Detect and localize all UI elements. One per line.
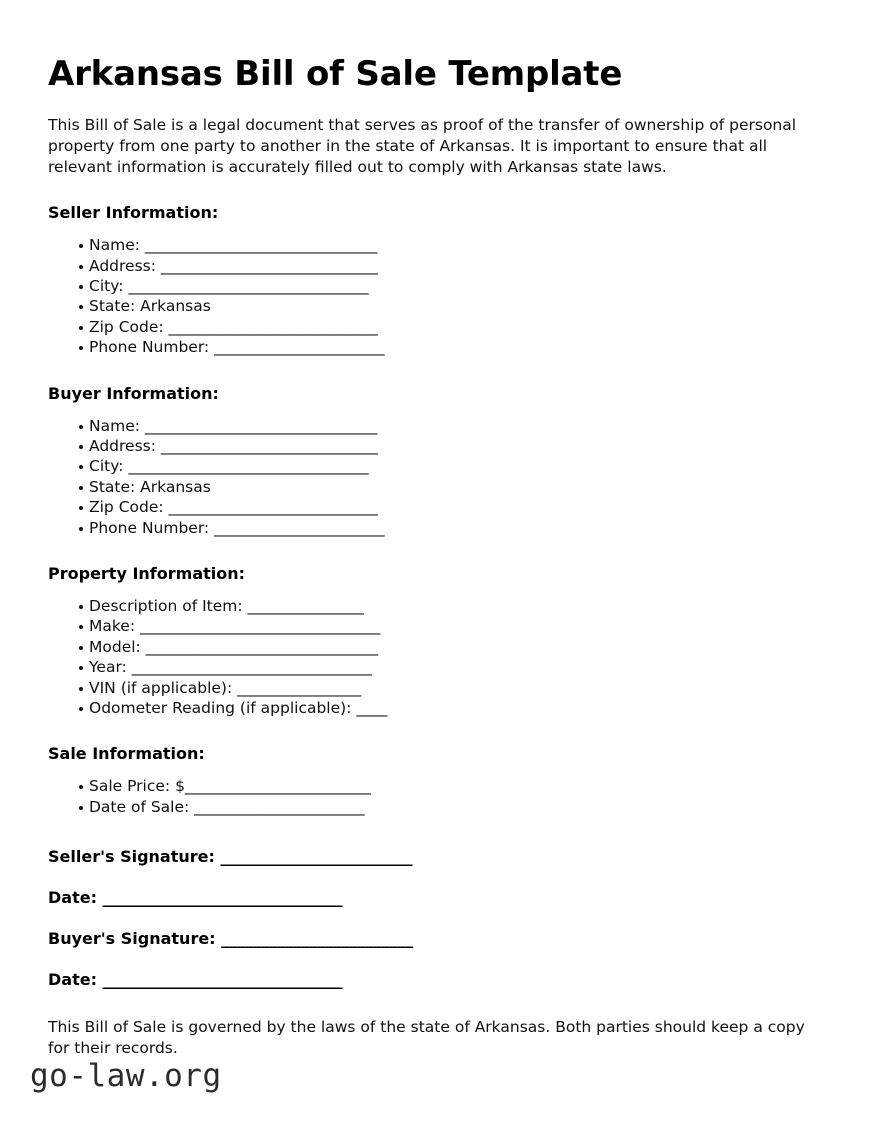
list-item: Make: _______________________________ — [48, 616, 811, 636]
list-item: Description of Item: _______________ — [48, 596, 811, 616]
intro-paragraph: This Bill of Sale is a legal document that serves as proof of the transfer of ownership of personal property from one party to another in the state of Arkansas. It is important to ensure that all relevant information is accurately filled out to comply with Arkansas state laws. — [48, 116, 797, 176]
list-item: Model: ______________________________ — [48, 637, 811, 657]
list-item: City: _______________________________ — [48, 276, 811, 296]
list-item: Year: _______________________________ — [48, 657, 811, 677]
section-heading-buyer: Buyer Information: — [48, 383, 219, 403]
list-item: Date of Sale: ______________________ — [48, 797, 811, 817]
page-title: Arkansas Bill of Sale Template — [48, 54, 623, 94]
section-heading-property: Property Information: — [48, 564, 246, 584]
list-item: VIN (if applicable): ________________ — [48, 678, 811, 698]
seller-signature-line: Seller's Signature: ________________________ — [48, 847, 413, 867]
closing-paragraph: This Bill of Sale is governed by the laws of the state of Arkansas. Both parties should keep a copy for their records. — [48, 1018, 805, 1057]
buyer-field-list — [48, 403, 811, 538]
list-item: Address: ____________________________ — [48, 436, 811, 456]
sale-field-list — [48, 763, 811, 817]
buyer-signature-line: Buyer's Signature: ________________________ — [48, 929, 414, 949]
list-item: Sale Price: $________________________ — [48, 776, 811, 796]
seller-field-list — [48, 222, 811, 357]
list-item: State: Arkansas — [48, 296, 811, 316]
list-item: Name: ______________________________ — [48, 235, 811, 255]
list-item: Name: ______________________________ — [48, 416, 811, 436]
section-heading-sale: Sale Information: — [48, 744, 205, 764]
list-item: Zip Code: ___________________________ — [48, 497, 811, 517]
site-watermark: go-law.org — [30, 1058, 222, 1094]
buyer-date-line: Date: ______________________________ — [48, 970, 343, 990]
list-item: Address: ____________________________ — [48, 256, 811, 276]
list-item: Zip Code: ___________________________ — [48, 317, 811, 337]
list-item: Odometer Reading (if applicable): ____ — [48, 698, 811, 718]
list-item: Phone Number: ______________________ — [48, 337, 811, 357]
property-field-list — [48, 583, 811, 718]
seller-date-line: Date: ______________________________ — [48, 888, 343, 908]
list-item: State: Arkansas — [48, 477, 811, 497]
list-item: Phone Number: ______________________ — [48, 518, 811, 538]
list-item: City: _______________________________ — [48, 456, 811, 476]
section-heading-seller: Seller Information: — [48, 203, 219, 223]
